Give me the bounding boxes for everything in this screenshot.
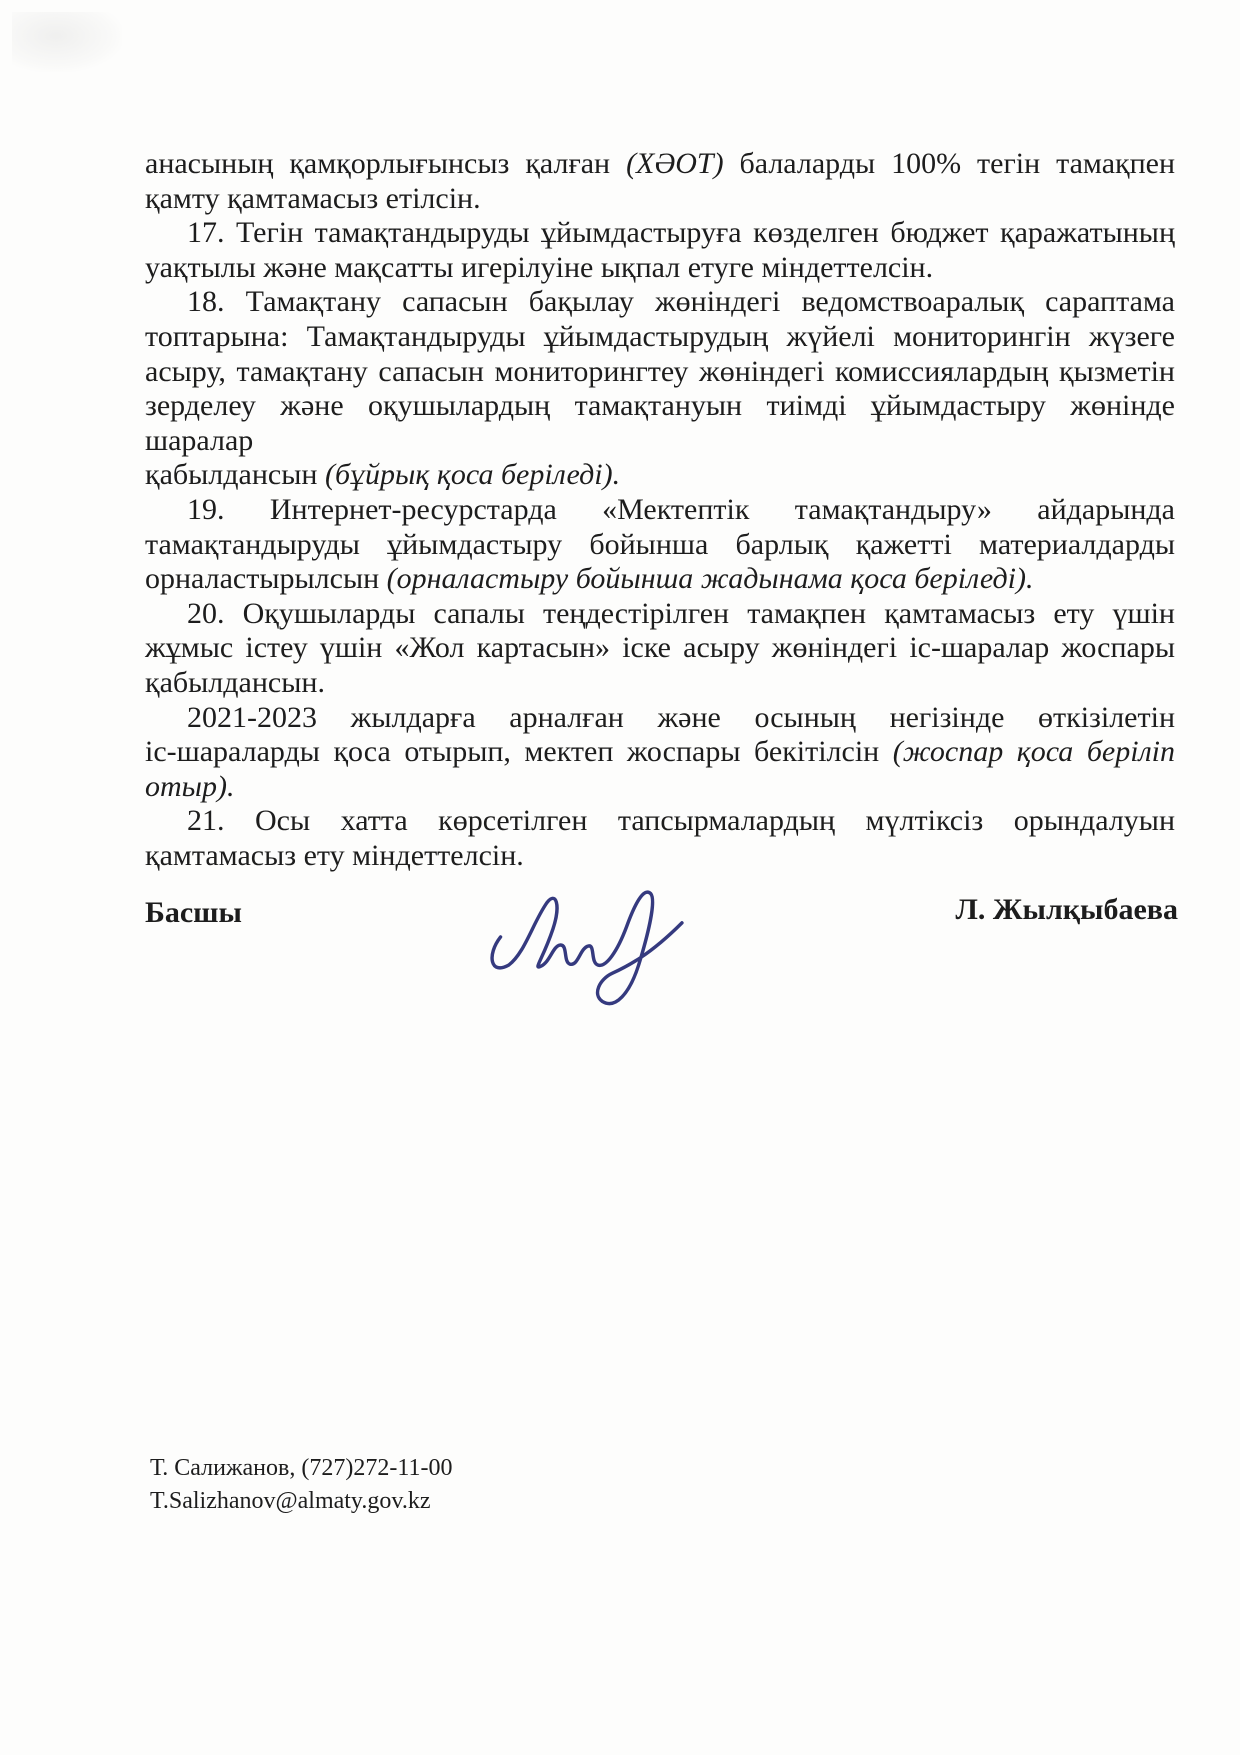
signer-name: Л. Жылқыбаева: [955, 893, 1178, 926]
text-line: [145, 631, 1175, 666]
handwritten-signature: [428, 866, 690, 1018]
text-line: [145, 562, 1175, 597]
text-segment: уақтылы және мақсатты игерілуіне ықпал етуге міндеттелсін.: [145, 250, 934, 284]
signer-title: Басшы: [145, 896, 242, 929]
text-segment: 20. Оқушыларды сапалы теңдестірілген тамақпен қамтамасыз ету үшін: [187, 596, 1175, 630]
text-line: [145, 216, 1175, 251]
text-segment: іс-шараларды қоса отырып, мектеп жоспары бекітілсін: [145, 735, 893, 769]
italic-text-segment: отыр).: [145, 769, 235, 803]
text-segment: 2021-2023 жылдарға арналған және осының негізінде өткізілетін: [187, 700, 1175, 734]
text-segment: қабылдансын.: [145, 665, 325, 699]
text-line: [145, 147, 1175, 182]
scan-smudge-artifact: [12, 12, 122, 72]
footer-contact: [150, 1452, 452, 1518]
italic-text-segment: (бұйрық қоса беріледі).: [324, 458, 621, 492]
text-line: [145, 285, 1175, 320]
footer-contact-phone: Т. Салижанов, (727)272-11-00: [150, 1455, 453, 1481]
text-segment: қамтамасыз ету міндеттелсін.: [145, 838, 524, 872]
text-line: [145, 458, 1175, 493]
text-segment: тамақтандыруды ұйымдастыру бойынша барлық қажетті материалдарды: [145, 527, 1175, 561]
text-line: [145, 666, 1175, 701]
text-segment: 21. Осы хатта көрсетілген тапсырмалардың мүлтіксіз орындалуын: [187, 804, 1175, 838]
text-segment: жұмыс істеу үшін «Жол картасын» іске асыру жөніндегі іс-шаралар жоспары: [145, 631, 1175, 665]
text-segment: қабылдансын: [145, 458, 325, 492]
text-line: [145, 597, 1175, 632]
text-line: [145, 528, 1175, 563]
text-line: [145, 770, 1175, 805]
text-segment: анасының қамқорлығынсыз қалған: [145, 147, 627, 180]
text-line: [145, 804, 1175, 839]
document-body: [145, 147, 1175, 873]
text-segment: қамту қамтамасыз етілсін.: [145, 181, 481, 215]
text-segment: балаларды 100% тегін тамақпен: [723, 147, 1176, 180]
text-line: [145, 251, 1175, 286]
text-line: [145, 320, 1175, 355]
text-line: [145, 493, 1175, 528]
text-segment: орналастырылсын: [145, 562, 387, 596]
text-segment: зерделеу және оқушылардың тамақтануын тиімді ұйымдастыру жөнінде шаралар: [145, 389, 1175, 457]
text-segment: 18. Тамақтану сапасын бақылау жөніндегі ведомствоаралық сараптама: [187, 285, 1175, 319]
footer-contact-email: T.Salizhanov@almaty.gov.kz: [150, 1488, 431, 1514]
text-segment: топтарына: Тамақтандыруды ұйымдастырудың жүйелі мониторингін жүзеге: [145, 319, 1175, 353]
text-line: [145, 735, 1175, 770]
text-line: [145, 182, 1175, 217]
text-line: [145, 355, 1175, 390]
italic-text-segment: (ХӘОТ): [626, 147, 724, 180]
text-line: [145, 389, 1175, 458]
italic-text-segment: (жоспар қоса беріліп: [892, 735, 1175, 769]
text-line: [145, 701, 1175, 736]
text-segment: асыру, тамақтану сапасын мониторингтеу жөніндегі комиссиялардың қызметін: [145, 354, 1175, 388]
italic-text-segment: (орналастыру бойынша жадынама қоса беріледі).: [386, 562, 1034, 596]
text-segment: 19. Интернет-ресурстарда «Мектептік тамақтандыру» айдарында: [187, 492, 1175, 526]
signature-ink-icon: [428, 866, 690, 1018]
text-segment: 17. Тегін тамақтандыруды ұйымдастыруға көзделген бюджет қаражатының: [187, 216, 1175, 250]
